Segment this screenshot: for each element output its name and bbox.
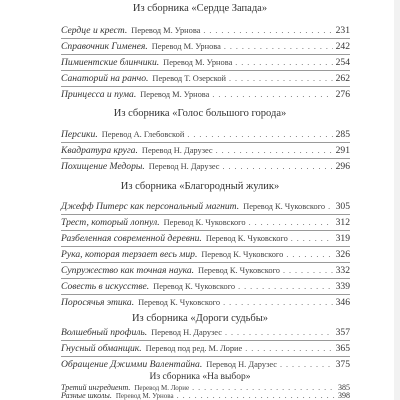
entry-title: Волшебный профиль. <box>61 327 148 338</box>
divider <box>61 340 350 341</box>
dot-leader <box>238 282 333 291</box>
entry-title: Третий ингредиент. <box>61 383 131 392</box>
divider <box>61 262 350 263</box>
entry-page-number: 242 <box>335 41 350 52</box>
entry-page-number: 326 <box>335 249 350 260</box>
entry-translator: Перевод Н. Дарузес <box>141 146 213 155</box>
entry-page-number: 319 <box>335 233 350 244</box>
section-title: Из сборника «На выбор» <box>149 372 251 382</box>
dot-leader <box>280 360 333 369</box>
entry-title: Справочник Гименея. <box>61 41 148 52</box>
entry-title: Разбеленная современной деревни. <box>61 233 202 244</box>
entry-translator: Перевод К. Чуковского <box>153 282 236 291</box>
dot-leader <box>245 344 332 353</box>
entry-translator: Перевод К. Чуковского <box>243 202 326 211</box>
entry-page-number: 332 <box>335 265 350 276</box>
divider <box>61 86 350 87</box>
section-title: Из сборника «Голос большого города» <box>113 108 287 119</box>
entry-translator: Перевод К. Чуковского <box>198 266 280 275</box>
toc-entry <box>61 281 350 293</box>
entry-page-number: 398 <box>338 391 350 400</box>
divider <box>61 54 350 55</box>
entry-title: Трест, который лопнул. <box>61 217 160 228</box>
entry-page-number: 254 <box>335 57 350 68</box>
dot-leader <box>216 146 333 155</box>
entry-page-number: 385 <box>338 383 350 392</box>
dot-leader <box>223 162 333 171</box>
toc-entry <box>61 343 350 355</box>
dot-leader <box>177 391 335 400</box>
toc-entry <box>61 201 350 213</box>
dot-leader <box>291 234 333 243</box>
toc-entry <box>61 89 350 101</box>
entry-title: Супружество как точная наука. <box>61 265 195 276</box>
toc-entry <box>61 249 350 261</box>
entry-page-number: 365 <box>335 343 350 354</box>
entry-page-number: 346 <box>335 297 350 308</box>
dot-leader <box>223 298 333 307</box>
entry-translator: Перевод К. Чуковского <box>163 218 246 227</box>
divider <box>61 158 350 159</box>
entry-page-number: 262 <box>335 73 350 84</box>
section-title: Из сборника «Сердце Запада» <box>132 3 268 14</box>
divider <box>61 214 350 215</box>
entry-title: Похищение Медоры. <box>61 161 145 172</box>
entry-title: Джефф Питерс как персональный магнит. <box>61 201 240 212</box>
section-title: Из сборника «Благородный жулик» <box>120 181 280 192</box>
entry-translator: Перевод К. Чуковского <box>201 250 284 259</box>
toc-entry <box>61 297 350 309</box>
entry-page-number: 312 <box>335 217 350 228</box>
entry-title: Разные школы. <box>61 391 112 400</box>
toc-entry <box>61 217 350 229</box>
entry-page-number: 375 <box>335 359 350 370</box>
entry-title: Поросячья этика. <box>61 297 135 308</box>
entry-translator: Перевод А. Глебовской <box>101 130 185 139</box>
toc-entry <box>61 359 350 371</box>
entry-title: Сердце и крест. <box>61 25 128 36</box>
entry-translator: Перевод Т. Озерской <box>152 74 227 83</box>
dot-leader <box>225 328 333 337</box>
entry-page-number: 305 <box>335 201 350 212</box>
toc-entry <box>61 57 350 69</box>
divider <box>61 278 350 279</box>
toc-entry <box>61 145 350 157</box>
entry-translator: Перевод М. Лорие <box>134 384 190 392</box>
toc-entry <box>61 161 350 173</box>
entry-translator: Перевод Н. Дарузес <box>148 162 220 171</box>
entry-page-number: 291 <box>335 145 350 156</box>
dot-leader <box>235 58 332 67</box>
divider <box>61 356 350 357</box>
entry-title: Пимиентские блинчики. <box>61 57 160 68</box>
entry-translator: Перевод Н. Дарузес <box>151 328 222 337</box>
divider <box>61 38 350 39</box>
dot-leader <box>283 266 333 275</box>
dot-leader <box>224 42 333 51</box>
toc-entry <box>61 265 350 277</box>
entry-translator: Перевод К. Чуковского <box>205 234 288 243</box>
entry-page-number: 276 <box>335 89 350 100</box>
divider <box>61 294 350 295</box>
divider <box>61 230 350 231</box>
entry-title: Гнусный обманщик. <box>61 343 142 354</box>
entry-title: Персики. <box>61 129 98 140</box>
divider <box>61 246 350 247</box>
toc-entry <box>61 129 350 141</box>
dot-leader <box>249 218 333 227</box>
entry-page-number: 296 <box>335 161 350 172</box>
entry-title: Квадратура круга. <box>61 145 138 156</box>
toc-entry <box>61 327 350 339</box>
entry-title: Обращение Джимми Валентайна. <box>61 359 203 370</box>
entry-title: Рука, которая терзает весь мир. <box>61 249 198 260</box>
dot-leader <box>187 130 332 139</box>
divider <box>61 70 350 71</box>
divider <box>61 142 350 143</box>
dot-leader <box>212 90 332 99</box>
entry-translator: Перевод М. Урнова <box>151 42 221 51</box>
entry-translator: Перевод М. Урнова <box>163 58 233 67</box>
dot-leader <box>203 26 332 35</box>
dot-leader <box>229 74 333 83</box>
entry-page-number: 285 <box>335 129 350 140</box>
toc-entry <box>61 73 350 85</box>
toc-entry <box>61 25 350 37</box>
entry-page-number: 339 <box>335 281 350 292</box>
section-title: Из сборника «Дороги судьбы» <box>131 313 269 324</box>
entry-title: Санаторий на ранчо. <box>61 73 149 84</box>
entry-translator: Перевод под ред. М. Лорие <box>145 344 243 353</box>
page-edge-shadow <box>394 0 400 400</box>
toc-entry <box>61 41 350 53</box>
entry-title: Принцесса и пума. <box>61 89 137 100</box>
entry-page-number: 231 <box>335 25 350 36</box>
dot-leader <box>286 250 332 259</box>
entry-page-number: 357 <box>335 327 350 338</box>
entry-translator: Перевод Н. Дарузес <box>206 360 278 369</box>
toc-entry <box>61 391 350 400</box>
dot-leader <box>328 202 333 211</box>
entry-title: Совесть в искусстве. <box>61 281 150 292</box>
entry-translator: Перевод М. Урнова <box>115 392 174 400</box>
entry-translator: Перевод М. Урнова <box>131 26 201 35</box>
toc-entry <box>61 233 350 245</box>
entry-translator: Перевод М. Урнова <box>140 90 210 99</box>
entry-translator: Перевод К. Чуковского <box>138 298 221 307</box>
